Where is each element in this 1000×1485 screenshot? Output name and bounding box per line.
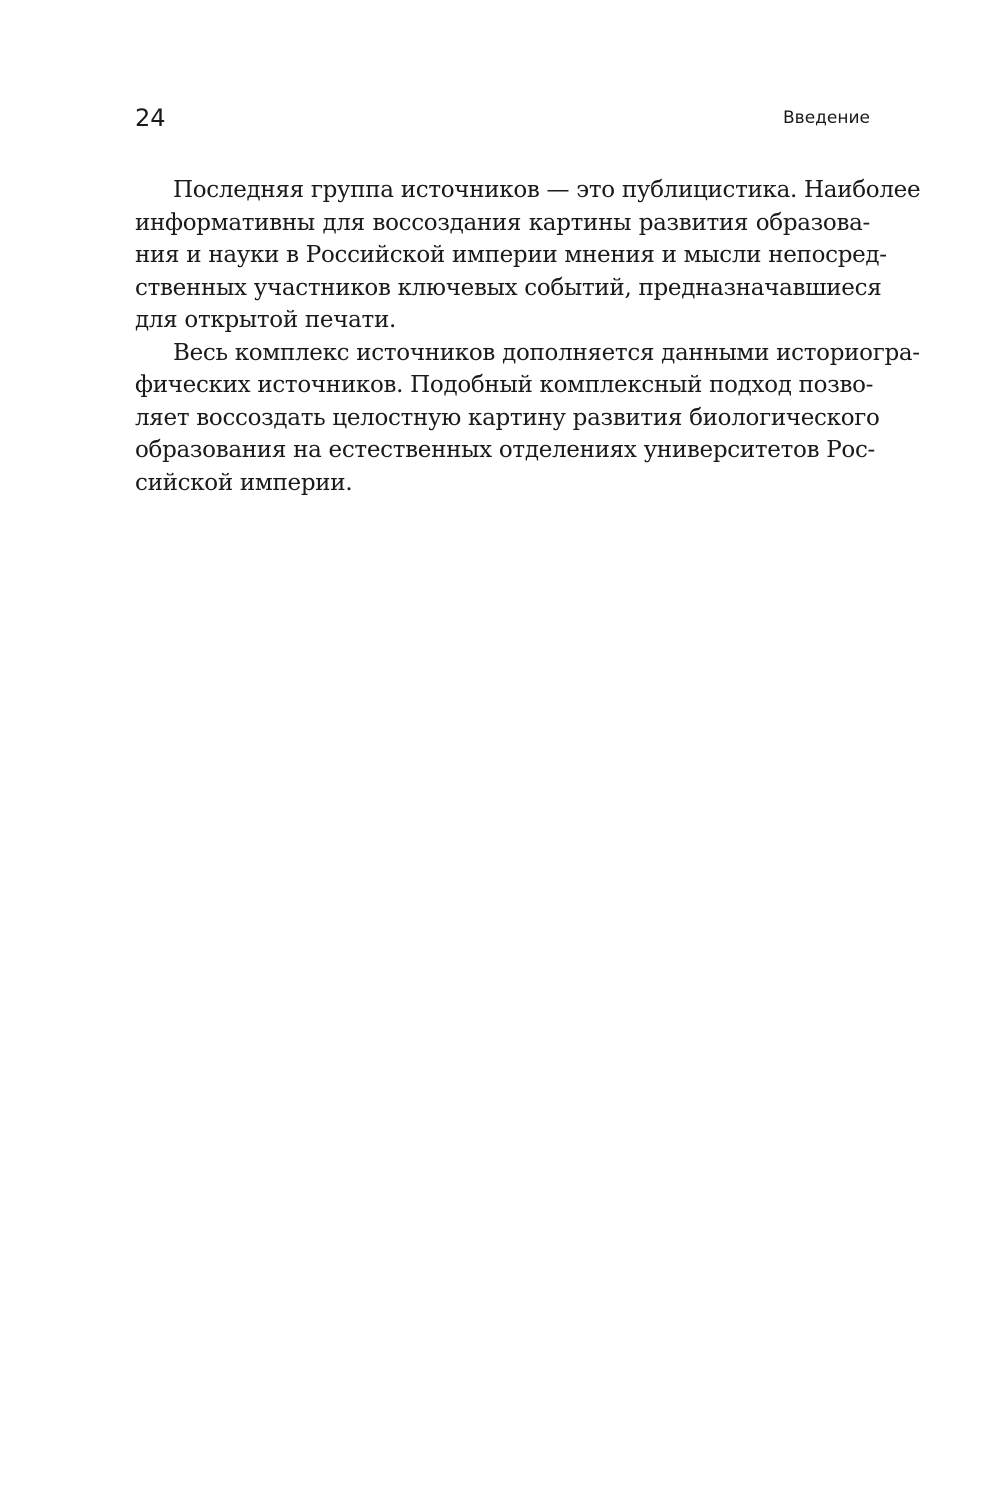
text-line: образования на естественных отделениях университетов Рос- [135, 437, 876, 463]
text-line: Последняя группа источников — это публицистика. Наиболее [173, 177, 921, 203]
text-line: ния и науки в Российской империи мнения и мысли непосред- [135, 242, 887, 268]
body-text [135, 174, 921, 499]
paragraph [135, 337, 920, 500]
text-line: ляет воссоздать целостную картину развития биологического [135, 404, 880, 431]
text-line: информативны для воссоздания картины развития образова- [135, 209, 870, 236]
text-line: сийской империи. [135, 469, 353, 496]
running-head: Введение [783, 108, 870, 128]
text-line: фических источников. Подобный комплексный подход позво- [135, 372, 874, 398]
paragraph [135, 174, 921, 337]
text-line: для открытой печати. [135, 307, 397, 333]
text-line: Весь комплекс источников дополняется данными историогра- [173, 339, 920, 366]
text-line: ственных участников ключевых событий, предназначавшиеся [135, 274, 882, 301]
page-number: 24 [135, 104, 166, 132]
